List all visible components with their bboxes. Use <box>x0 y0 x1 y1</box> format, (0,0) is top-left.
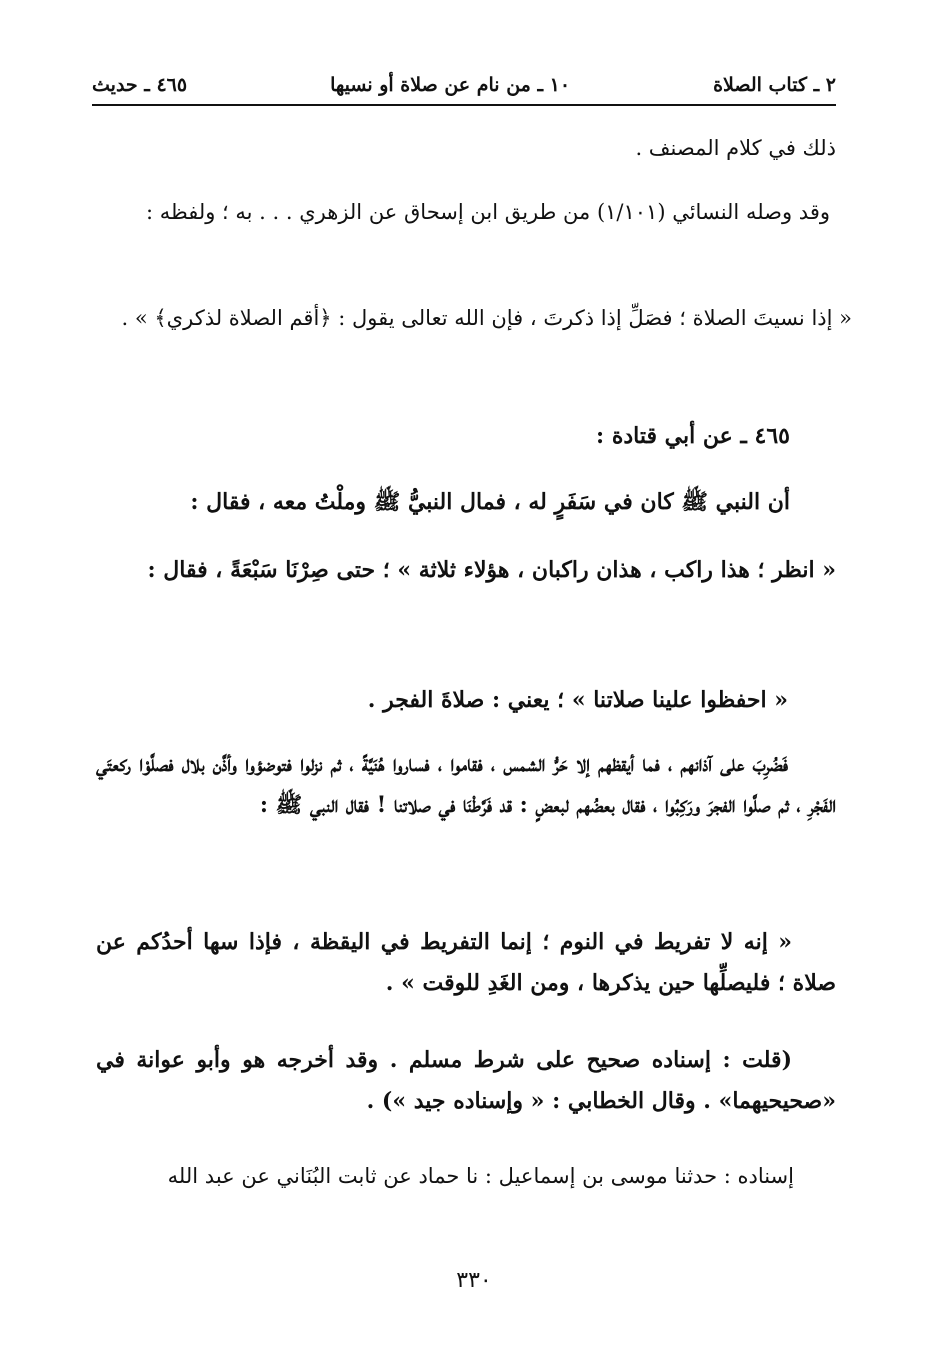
paragraph-hadith-story: فَضُرِبَ على آذانهم ، فما أيقظهم إلا حَرُّ الشمس ، فقاموا ، فساروا هُنَيَّةً ، ثم نزلوا فتوضؤوا وأذَّن بلال فصلَّوْا ركعتَي الفَجْرِ ، ثم صلَّوا الفجرَ ورَكِبُوا ، فقال بعضُهم لبعضٍ : قد فَرَّطْنَا في صلاتنا ! فقال النبي ﷺ : <box>96 751 836 818</box>
paragraph-grading: (قلت : إسناده صحيح على شرط مسلم . وقد أخرجه هو وأبو عوانة في «صحيحيهما» . وقال الخطابي : « وإسناده جيد ») . <box>96 1047 836 1114</box>
paragraph-isnad: إسناده : حدثنا موسى بن إسماعيل : نا حماد عن ثابت البُنَاني عن عبد الله <box>167 1164 794 1188</box>
paragraph-hadith-guard: « احفظوا علينا صلاتنا » ؛ يعني : صلاةَ الفجر . <box>367 687 788 713</box>
paragraph-hadith-intro: أن النبي ﷺ كان في سَفَرٍ له ، فمال النبيُّ ﷺ وملْتُ معه ، فقال : <box>190 489 790 515</box>
header-chapter-title: ١٠ ـ من نام عن صلاة أو نسيها <box>330 74 571 96</box>
paragraph-nasai-note: وقد وصله النسائي (١/١٠١) من طريق ابن إسحاق عن الزهري . . . به ؛ ولفظه : <box>145 200 830 224</box>
header-divider <box>92 104 836 106</box>
hadith-heading: ٤٦٥ ـ عن أبي قتادة : <box>596 423 790 449</box>
page-number: ٣٣٠ <box>456 1268 492 1293</box>
header-hadith-number: ٤٦٥ ـ حديث <box>92 74 188 96</box>
paragraph-commentary-end: ذلك في كلام المصنف . <box>635 136 836 160</box>
header-book-title: ٢ ـ كتاب الصلاة <box>713 74 836 96</box>
running-header <box>92 68 836 102</box>
paragraph-hadith-look: « انظر ؛ هذا راكب ، هذان راكبان ، هؤلاء ثلاثة » ؛ حتى صِرْنَا سَبْعَةً ، فقال : <box>147 557 836 583</box>
paragraph-hadith-saying: « إنه لا تفريط في النوم ؛ إنما التفريط في اليقظة ، فإذا سها أحدُكم عن صلاة ؛ فليصلِّها حين يذكرها ، ومن الغَدِ للوقت » . <box>96 929 836 996</box>
paragraph-quoted-hadith: « إذا نسيتَ الصلاة ؛ فصَلِّ إذا ذكرتَ ، فإن الله تعالى يقول : ﴿أقم الصلاة لذكري﴾ » . <box>121 306 852 330</box>
